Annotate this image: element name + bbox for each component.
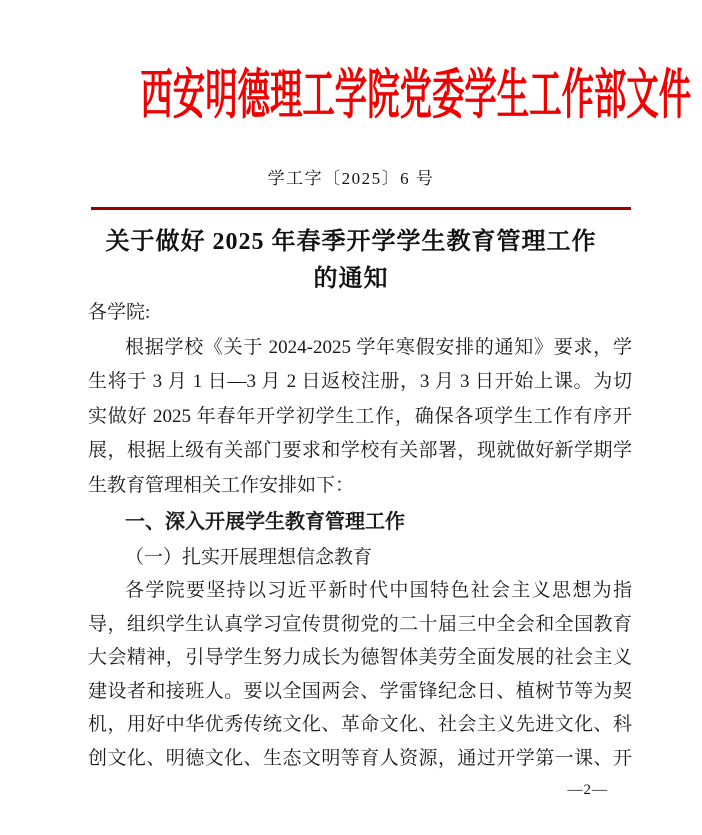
red-divider-line — [91, 207, 631, 210]
paragraph1-line-2: 生将于 3 月 1 日—3 月 2 日返校注册，3 月 3 日开始上课。为切 — [88, 371, 632, 392]
paragraph2-line-3: 大会精神，引导学生努力成长为德智体美劳全面发展的社会主义 — [88, 647, 632, 669]
paragraph1-line-4: 展，根据上级有关部门要求和学校有关部署，现就做好新学期学 — [88, 440, 632, 461]
section-headings — [88, 505, 632, 575]
section-heading-1: 一、深入开展学生教育管理工作 — [125, 511, 405, 533]
section-subheading-1: （一）扎实开展理想信念教育 — [125, 547, 373, 568]
paragraph2-line-5: 机，用好中华优秀传统文化、革命文化、社会主义先进文化、科 — [88, 714, 632, 736]
salutation: 各学院: — [88, 302, 151, 323]
document-title-line1: 关于做好 2025 年春季开学学生教育管理工作 — [105, 229, 597, 255]
paragraph2-line-2: 导，组织学生认真学习宣传贯彻党的二十届三中全会和全国教育 — [88, 613, 632, 635]
document-title-line2: 的通知 — [313, 266, 389, 292]
paragraph2-line-4: 建设者和接班人。要以全国两会、学雷锋纪念日、植树节等为契 — [88, 680, 632, 702]
page-number: —2— — [567, 782, 608, 798]
paragraph2-line-1: 各学院要坚持以习近平新时代中国特色社会主义思想为指 — [125, 580, 632, 601]
document-number: 学工字〔2025〕6 号 — [267, 169, 435, 188]
paragraph2-line-6: 创文化、明德文化、生态文明等育人资源，通过开学第一课、开 — [88, 747, 632, 769]
document-title — [0, 224, 702, 298]
paragraph1-line-3: 实做好 2025 年春年开学初学生工作，确保各项学生工作有序开 — [88, 405, 632, 427]
paragraph1-line-5: 生教育管理相关工作安排如下： — [88, 474, 355, 496]
body-paragraph-1 — [88, 296, 632, 503]
paragraph1-line-1: 根据学校《关于 2024-2025 学年寒假安排的通知》要求，学 — [125, 336, 632, 358]
document-header-title: 西安明德理工学院党委学生工作部文件 — [140, 65, 692, 125]
body-paragraph-2 — [88, 574, 632, 776]
